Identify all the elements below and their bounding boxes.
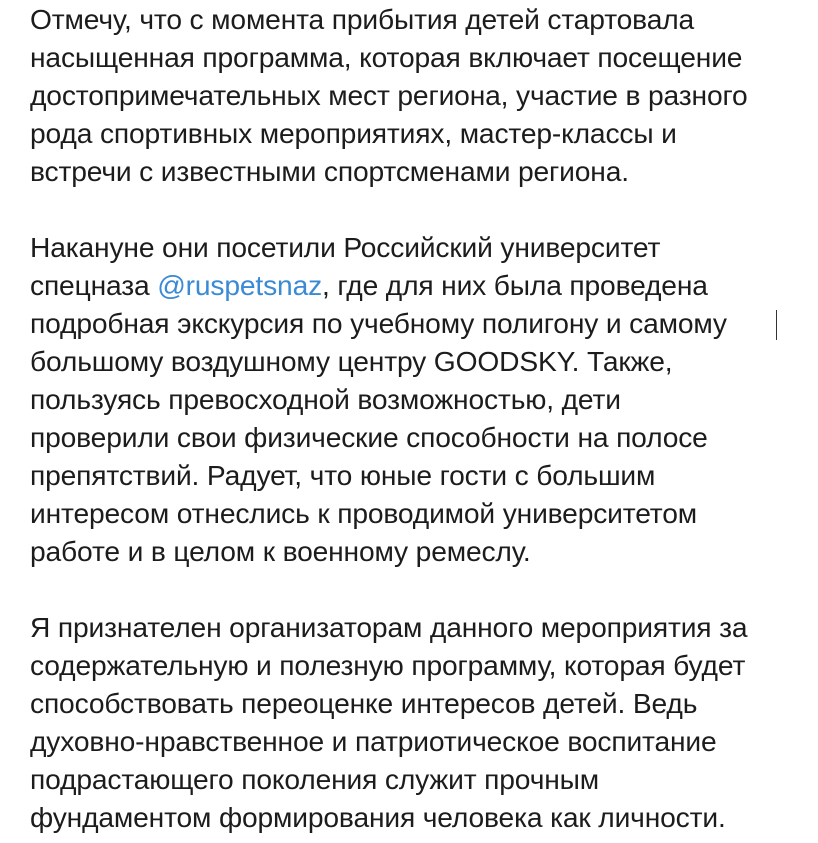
text-cursor [776,310,777,340]
text-line: проверили свои физические способности на полосе [30,421,708,453]
text-line: подрастающего поколения служит прочным [30,763,600,795]
text-line: способствовать переоценке интересов детей. Ведь [30,687,698,719]
post-text [30,0,810,836]
paragraph-spacer [30,570,810,608]
text-line: духовно-нравственное и патриотическое воспитание [30,725,717,757]
paragraph-spacer [30,190,810,228]
text-line: подробная экскурсия по учебному полигону и самому [30,307,727,339]
text-line: достопримечательных мест региона, участие в разного [30,79,748,111]
paragraph-3 [30,608,810,836]
text-line: Я признателен организаторам данного мероприятия за [30,611,748,643]
text-line: работе и в целом к военному ремеслу. [30,535,531,567]
text-line [30,266,810,304]
text-segment: , где для них была проведена [322,269,708,301]
text-line: насыщенная программа, которая включает посещение [30,41,743,73]
text-line: содержательную и полезную программу, которая будет [30,649,746,681]
text-segment: спецназа [30,269,158,301]
mention-link[interactable]: @ruspetsnaz [157,269,323,301]
text-line: встречи с известными спортсменами региона. [30,155,629,187]
paragraph-1 [30,0,810,190]
text-line: рода спортивных мероприятиях, мастер-классы и [30,117,677,149]
text-line: фундаментом формирования человека как личности. [30,801,726,833]
text-line: интересом отнеслись к проводимой университетом [30,497,697,529]
text-line: большому воздушному центру GOODSKY. Также, [30,345,673,377]
text-line: пользуясь превосходной возможностью, дети [30,383,621,415]
text-line: Накануне они посетили Российский университет [30,231,661,263]
text-line: Отмечу, что с момента прибытия детей стартовала [30,3,695,35]
text-line: препятствий. Радует, что юные гости с большим [30,459,656,491]
paragraph-2 [30,228,810,570]
